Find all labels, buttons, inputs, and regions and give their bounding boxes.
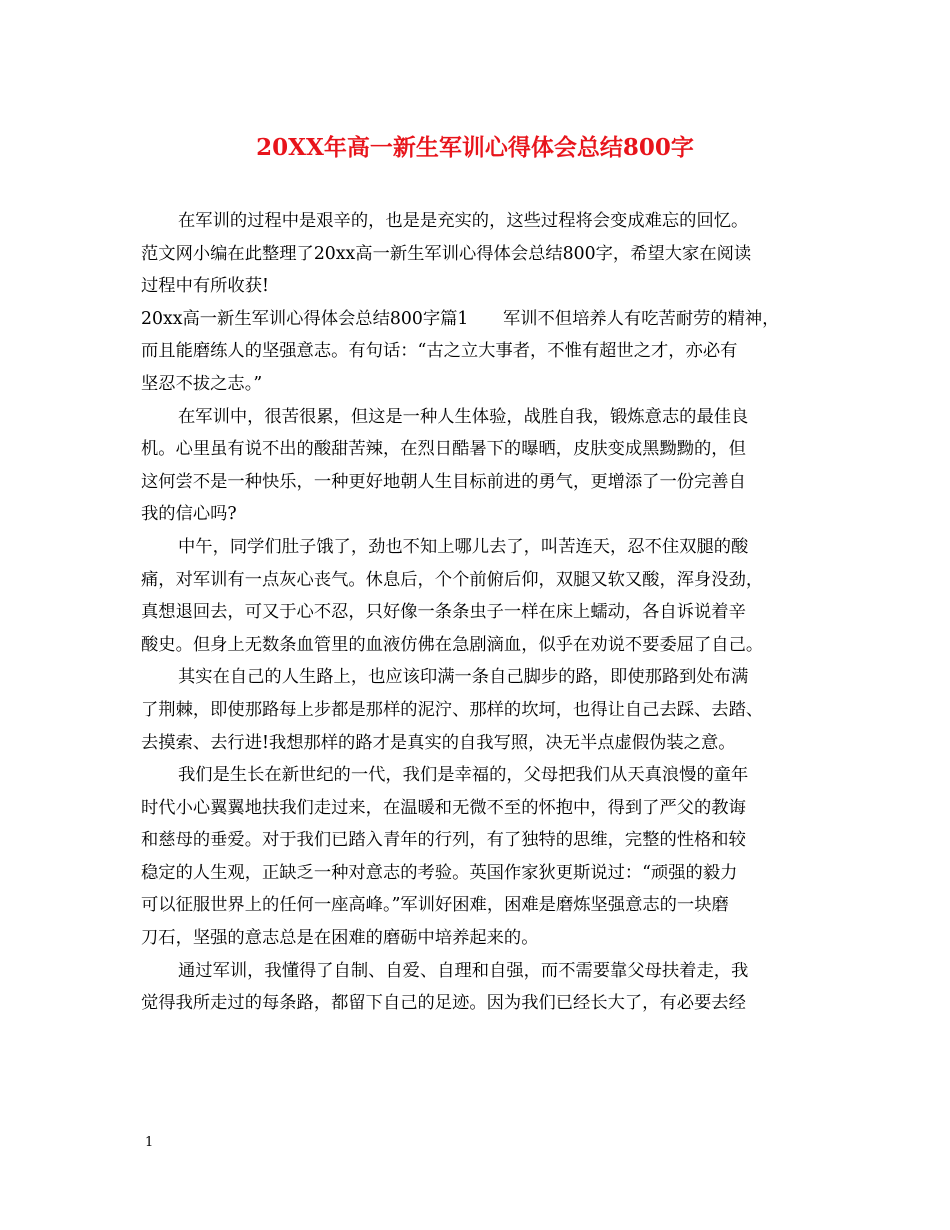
body-line: 20xx高一新生军训心得体会总结800字篇1 军训不但培养人有吃苦耐劳的精神， (141, 308, 780, 329)
body-line: 真想退回去，可又于心不忍，只好像一条条虫子一样在床上蠕动，各自诉说着辛 (141, 602, 746, 623)
page-number: 1 (145, 1135, 154, 1150)
body-line: 过程中有所收获! (141, 276, 269, 297)
body-line: 我们是生长在新世纪的一代，我们是幸福的，父母把我们从天真浪慢的童年 (178, 765, 749, 786)
body-line: 范文网小编在此整理了20xx高一新生军训心得体会总结800字，希望大家在阅读 (141, 243, 752, 264)
body-line: 在军训的过程中是艰辛的，也是是充实的，这些过程将会变成难忘的回忆。 (178, 211, 749, 231)
body-line: 而且能磨练人的坚强意志。有句话：“古之立大事者，不惟有超世之才，亦必有 (141, 341, 738, 362)
body-line: 刀石，坚强的意志总是在困难的磨砺中培养起来的。 (141, 928, 539, 949)
body-line: 可以征服世界上的任何一座高峰。”军训好困难，困难是磨炼坚强意志的一块磨 (141, 895, 729, 916)
body-line: 坚忍不拔之志。” (141, 373, 263, 394)
body-line: 痛，对军训有一点灰心丧气。休息后，个个前俯后仰，双腿又软又酸，浑身没劲， (141, 569, 764, 590)
document-title: 20XX年高一新生军训心得体会总结800字 (256, 134, 694, 161)
body-line: 去摸索、去行进!我想那样的路才是真实的自我写照，决无半点虚假伪装之意。 (141, 732, 736, 753)
body-line: 这何尝不是一种快乐，一种更好地朝人生目标前进的勇气，更增添了一份完善自 (141, 471, 746, 492)
body-line: 在军训中，很苦很累，但这是一种人生体验，战胜自我，锻炼意志的最佳良 (178, 406, 749, 427)
body-line: 机。心里虽有说不出的酸甜苦辣，在烈日酷暑下的曝晒，皮肤变成黑黝黝的，但 (141, 439, 746, 460)
body-line: 时代小心翼翼地扶我们走过来，在温暖和无微不至的怀抱中，得到了严父的教诲 (141, 797, 746, 818)
body-line: 和慈母的垂爱。对于我们已踏入青年的行列，有了独特的思维，完整的性格和较 (141, 830, 746, 851)
body-line: 通过军训，我懂得了自制、自爱、自理和自强，而不需要靠父母扶着走，我 (178, 960, 749, 981)
document-body (141, 205, 821, 1020)
body-line: 了荆棘，即使那路每上步都是那样的泥泞、那样的坎坷，也得让自己去踩、去踏、 (141, 699, 764, 720)
body-line: 中午，同学们肚子饿了，劲也不知上哪儿去了，叫苦连天，忍不住双腿的酸 (178, 536, 749, 557)
body-line: 稳定的人生观，正缺乏一种对意志的考验。英国作家狄更斯说过：“顽强的毅力 (141, 862, 738, 883)
body-line: 酸史。但身上无数条血管里的血液仿佛在急剧滴血，似乎在劝说不要委屈了自己。 (141, 634, 764, 655)
body-line: 我的信心吗? (141, 504, 237, 525)
body-line: 觉得我所走过的每条路，都留下自己的足迹。因为我们已经长大了，有必要去经 (141, 993, 746, 1014)
body-line: 其实在自己的人生路上，也应该印满一条自己脚步的路，即使那路到处布满 (178, 667, 749, 688)
